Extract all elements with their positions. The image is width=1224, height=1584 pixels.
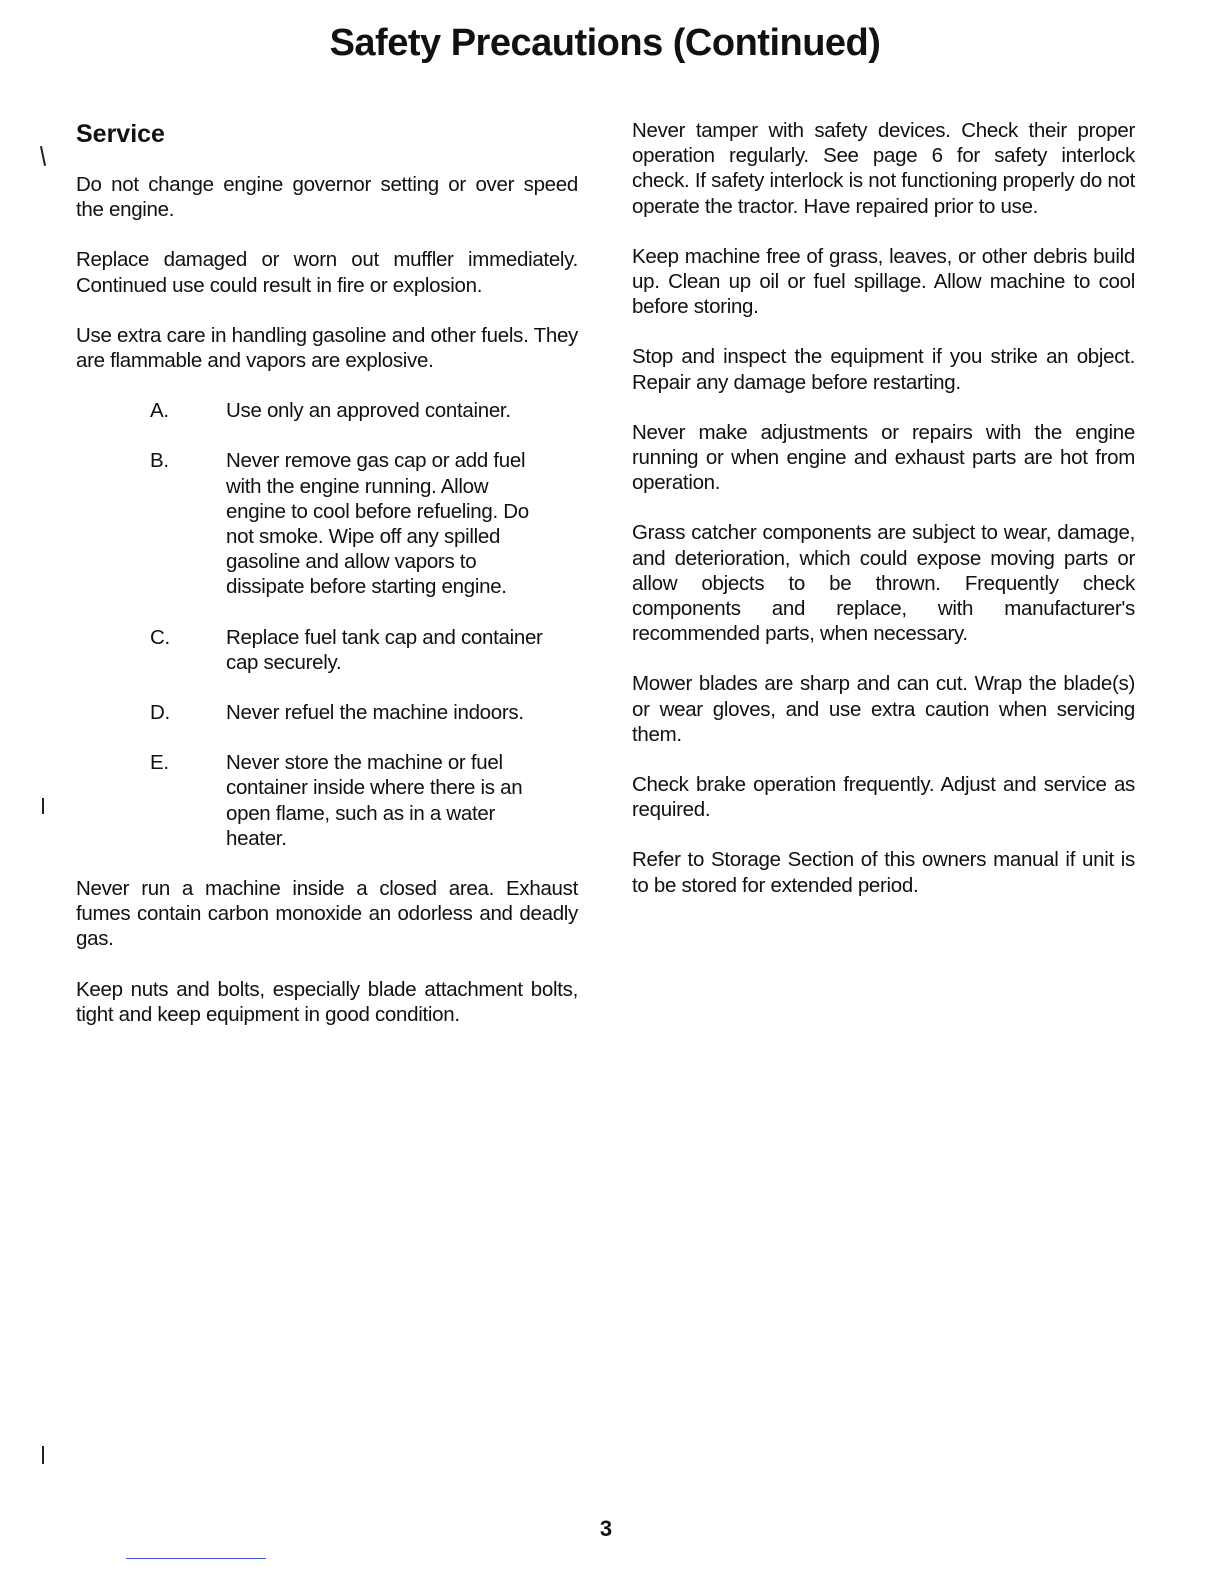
section-heading-service: Service — [76, 120, 165, 148]
scan-mark — [42, 798, 44, 814]
left-column — [76, 118, 578, 1052]
paragraph: Keep machine free of grass, leaves, or other debris build up. Clean up oil or fuel spillage. Allow machine to cool before storing. — [632, 244, 1135, 319]
paragraph: Stop and inspect the equipment if you strike an object. Repair any damage before restarting. — [632, 345, 1135, 394]
paragraph: Never run a machine inside a closed area. Exhaust fumes contain carbon monoxide an odorless and deadly gas. — [76, 877, 578, 951]
paragraph: Refer to Storage Section of this owners manual if unit is to be stored for extended period. — [632, 848, 1135, 897]
list-item-letter: D. — [150, 701, 170, 725]
paragraph: Replace damaged or worn out muffler immediately. Continued use could result in fire or explosion. — [76, 248, 578, 297]
list-item — [76, 625, 578, 675]
list-item-text: Never refuel the machine indoors. — [226, 701, 524, 725]
list-item-text: Use only an approved container. — [226, 399, 511, 423]
list-item-letter: A. — [150, 399, 169, 423]
list-item — [76, 448, 578, 599]
list-item — [76, 750, 578, 851]
paragraph: Keep nuts and bolts, especially blade attachment bolts, tight and keep equipment in good condition. — [76, 977, 578, 1026]
list-item-letter: E. — [150, 751, 169, 775]
list-item-letter: C. — [150, 625, 170, 649]
paragraph: Do not change engine governor setting or over speed the engine. — [76, 173, 578, 222]
list-item-letter: B. — [150, 449, 169, 473]
page-number: 3 — [599, 1516, 613, 1541]
paragraph: Check brake operation frequently. Adjust and service as required. — [632, 773, 1135, 822]
right-column — [632, 118, 1135, 923]
scan-mark — [40, 146, 46, 166]
list-item — [76, 700, 578, 725]
paragraph: Never make adjustments or repairs with the engine running or when engine and exhaust parts are hot from operation. — [632, 420, 1135, 495]
fuel-handling-steps — [76, 398, 578, 851]
list-item-text: Never remove gas cap or add fuel with the engine running. Allow engine to cool before refueling. Do not smoke. Wipe off any spilled gasoline and allow vapors to dissipate before starting engine. — [226, 449, 529, 599]
paragraph: Grass catcher components are subject to wear, damage, and deterioration, which could expose moving parts or allow objects to be thrown. Frequently check components and replace, with manufacturer's recommended parts, when necessary. — [632, 521, 1135, 646]
paragraph: Never tamper with safety devices. Check their proper operation regularly. See page 6 for safety interlock check. If safety interlock is not functioning properly do not operate the tractor. Have repaired prior to use. — [632, 119, 1135, 218]
paragraph: Mower blades are sharp and can cut. Wrap the blade(s) or wear gloves, and use extra caution when servicing them. — [632, 672, 1135, 746]
paragraph: Use extra care in handling gasoline and other fuels. They are flammable and vapors are explosive. — [76, 323, 578, 373]
scan-mark — [42, 1446, 44, 1464]
page-title: Safety Precautions (Continued) — [329, 22, 881, 64]
list-item — [76, 398, 578, 423]
bottom-rule — [126, 1558, 266, 1559]
list-item-text: Never store the machine or fuel container inside where there is an open flame, such as in a water heater. — [226, 751, 523, 850]
list-item-text: Replace fuel tank cap and container cap securely. — [226, 625, 543, 674]
